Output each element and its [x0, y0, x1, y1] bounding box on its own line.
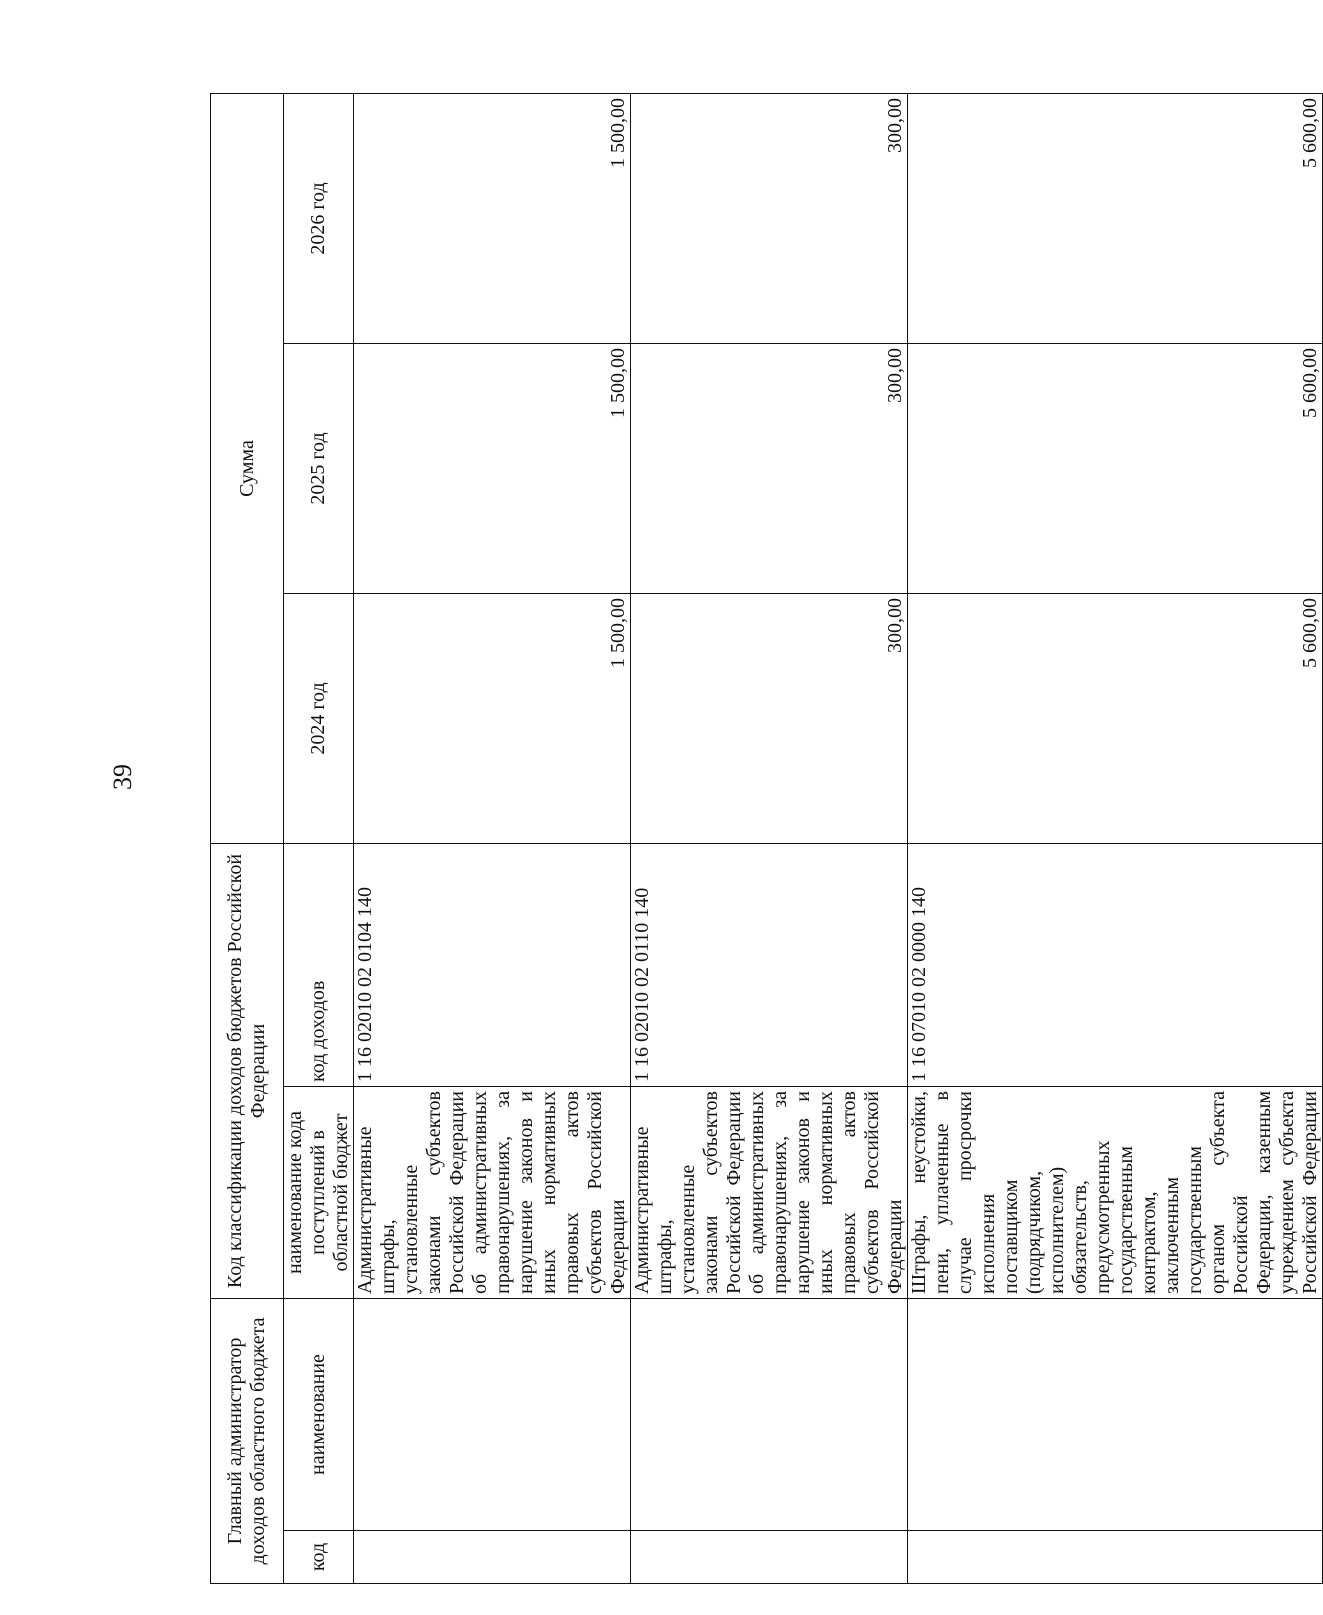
income-table [210, 93, 1323, 1584]
income-name-cell: Административные штрафы, установленные законами субъектов Российской Федерации об административных правонарушениях, за нарушение законов и иных нормативных правовых актов субъектов Российской Федерации [354, 1087, 631, 1299]
income-name-cell: Штрафы, неустойки, пени, уплаченные в случае просрочки исполнения поставщиком (подрядчиком, исполнителем) обязательств, предусмотренных государственным контрактом, заключенным государственным органом субъекта Российской Федерации, казенным учреждением субъекта Российской Федерации [908, 1087, 1323, 1299]
income-code-column-header: код доходов [284, 844, 354, 1087]
table-row [354, 93, 631, 1583]
amount-2026-cell: 300,00 [631, 93, 908, 343]
amount-2025-cell: 5 600,00 [908, 344, 1323, 594]
code-column-header: код [284, 1531, 354, 1584]
admin-code-cell [354, 1531, 631, 1584]
admin-group-header: Главный администратор доходов областного бюджета [211, 1299, 284, 1584]
sum-group-header: Сумма [211, 93, 284, 843]
admin-name-cell [631, 1299, 908, 1531]
income-name-cell: Административные штрафы, установленные законами субъектов Российской Федерации об административных правонарушениях, за нарушение законов и иных нормативных правовых актов субъектов Российской Федерации [631, 1087, 908, 1299]
admin-name-cell [354, 1299, 631, 1531]
rotated-table-wrapper [210, 94, 1321, 1584]
table-row [631, 93, 908, 1583]
year-2024-column-header: 2024 год [284, 594, 354, 844]
amount-2024-cell: 1 500,00 [354, 594, 631, 844]
income-code-cell: 1 16 07010 02 0000 140 [908, 844, 1323, 1087]
year-2025-column-header: 2025 год [284, 344, 354, 594]
amount-2024-cell: 5 600,00 [908, 594, 1323, 844]
amount-2025-cell: 300,00 [631, 344, 908, 594]
admin-code-cell [631, 1531, 908, 1584]
name-column-header: наименование [284, 1299, 354, 1531]
amount-2026-cell: 5 600,00 [908, 93, 1323, 343]
year-2026-column-header: 2026 год [284, 93, 354, 343]
table-row [908, 93, 1323, 1583]
classification-group-header: Код классификации доходов бюджетов Российской Федерации [211, 844, 284, 1299]
amount-2026-cell: 1 500,00 [354, 93, 631, 343]
page-number: 39 [108, 764, 137, 790]
admin-name-cell [908, 1299, 1323, 1531]
amount-2025-cell: 1 500,00 [354, 344, 631, 594]
admin-code-cell [908, 1531, 1323, 1584]
income-code-cell: 1 16 02010 02 0110 140 [631, 844, 908, 1087]
amount-2024-cell: 300,00 [631, 594, 908, 844]
income-name-column-header: наименование кода поступлений в областной бюджет [284, 1087, 354, 1299]
income-code-cell: 1 16 02010 02 0104 140 [354, 844, 631, 1087]
